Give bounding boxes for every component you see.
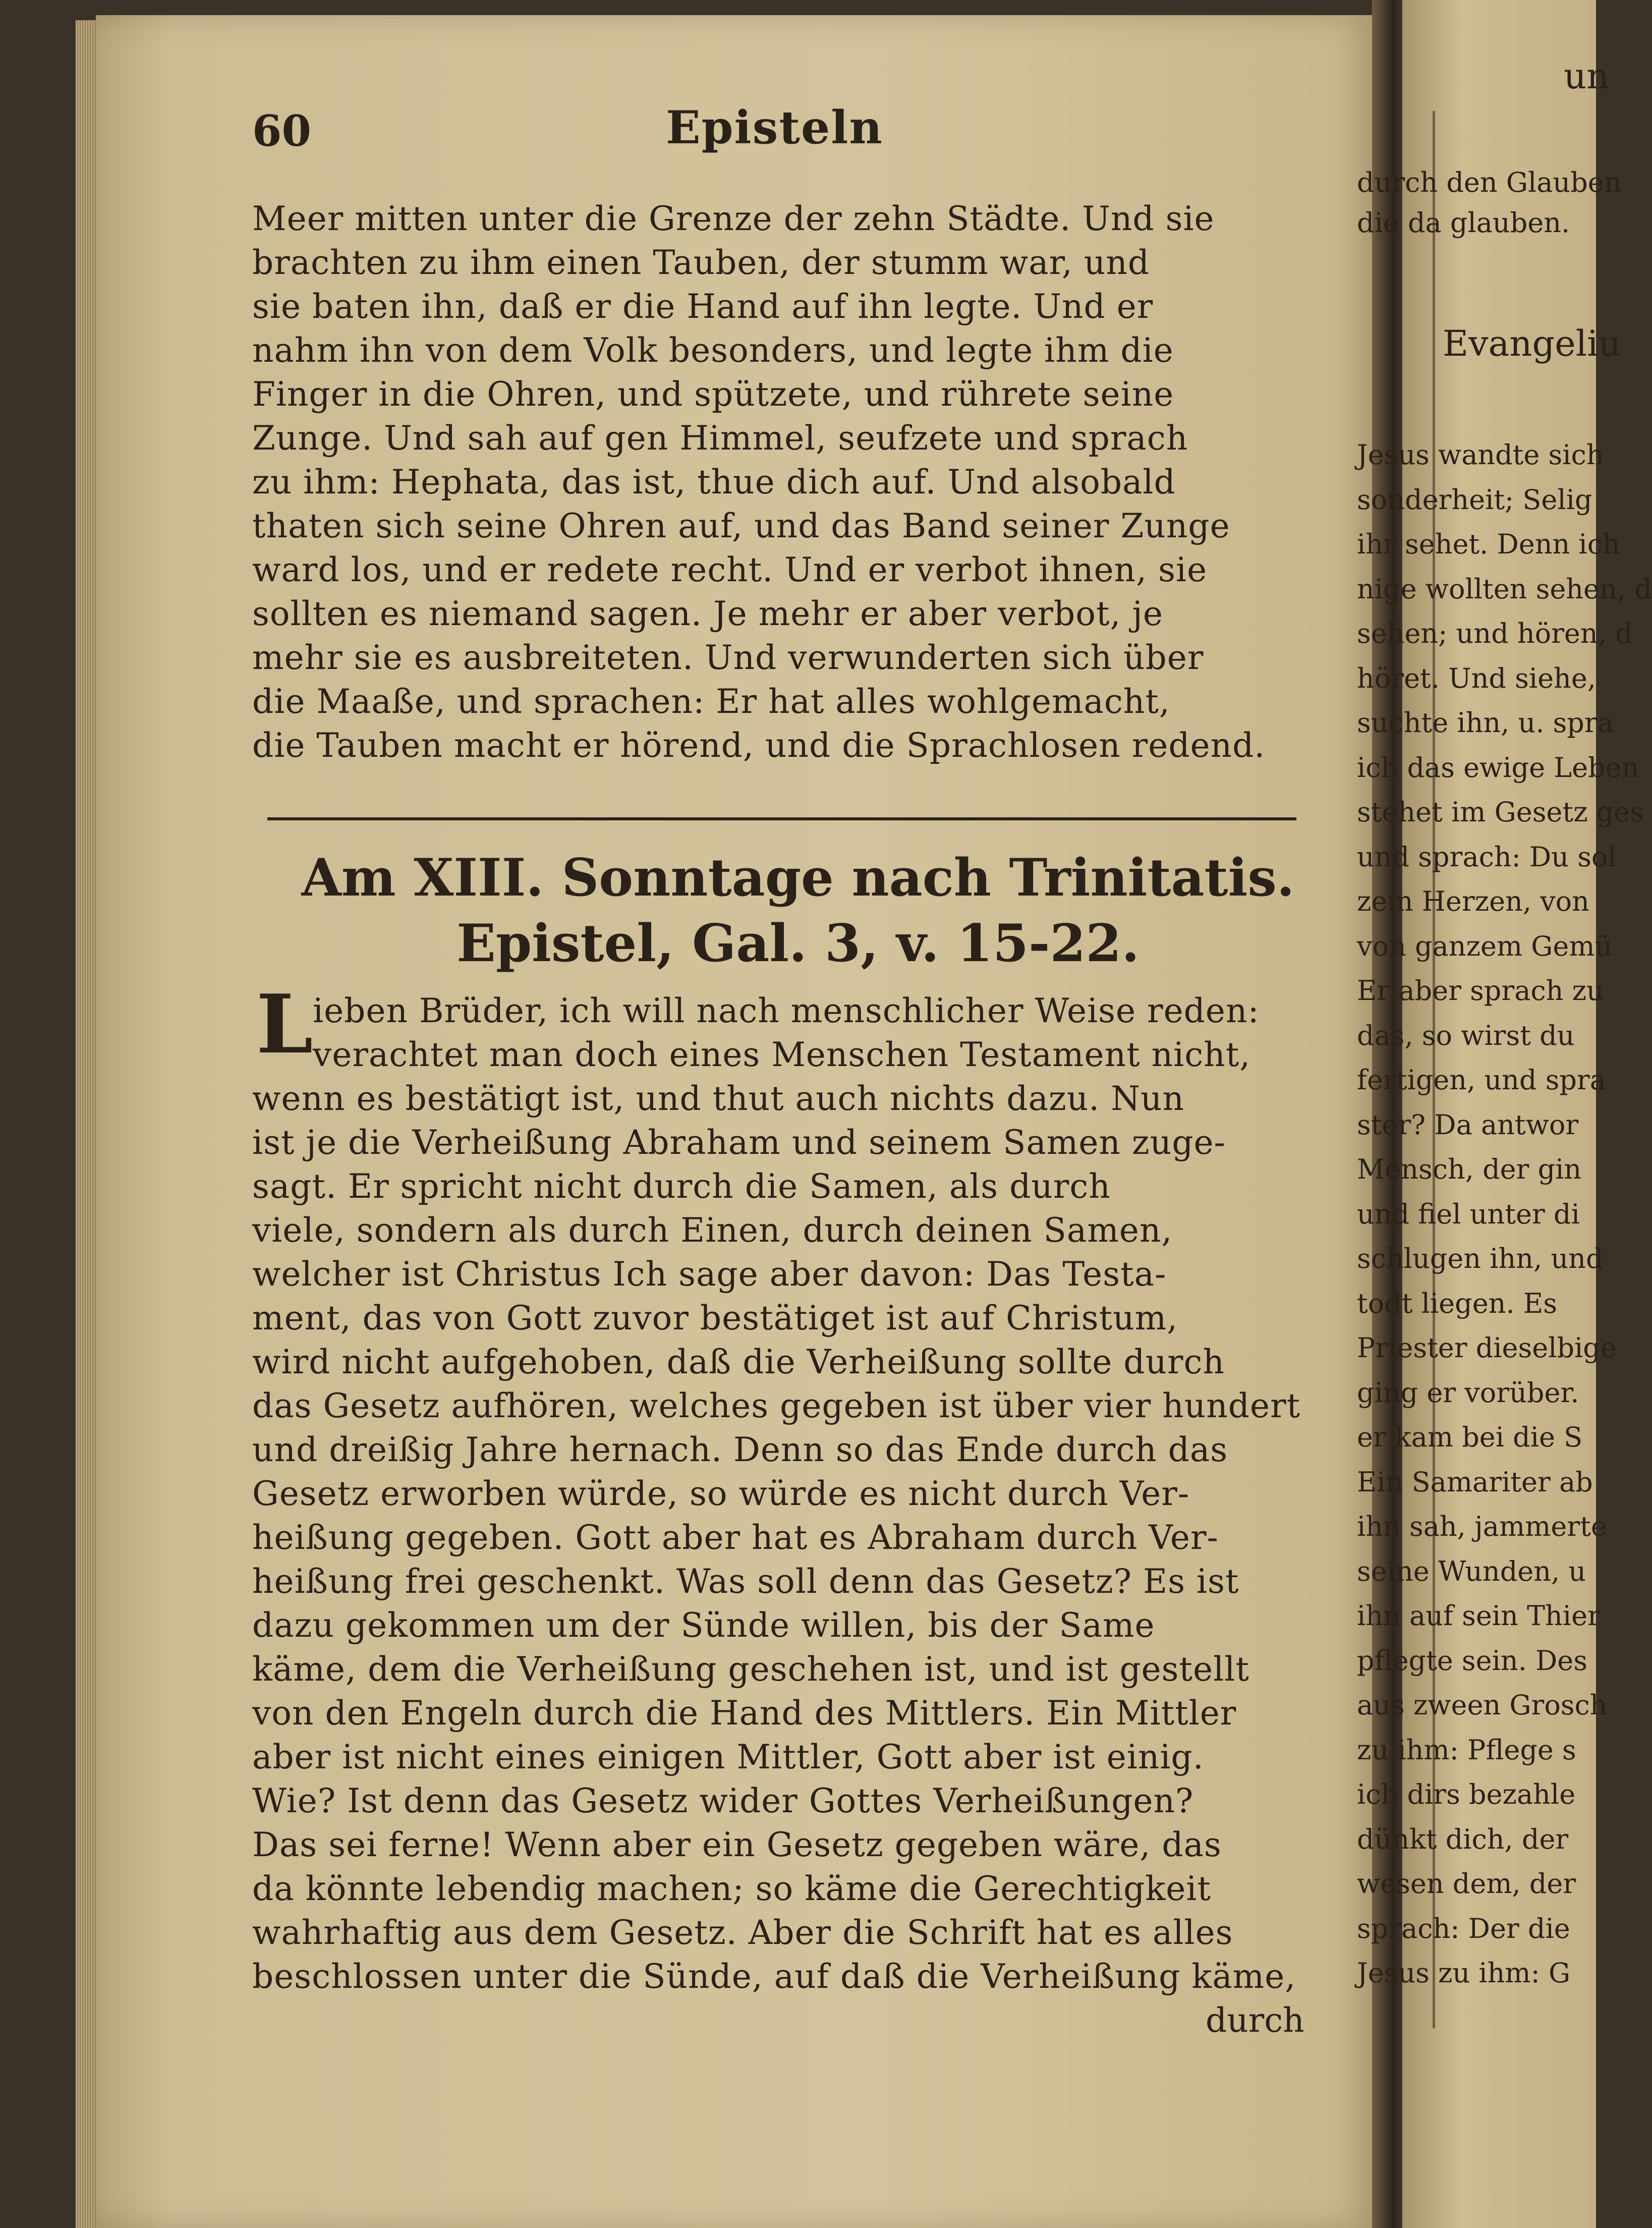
text-line: sollten es niemand sagen. Je mehr er aber verbot, je: [252, 594, 1163, 633]
text-line: zu ihm: Pflege s: [1357, 1734, 1576, 1766]
text-line: die Maaße, und sprachen: Er hat alles wohlgemacht,: [252, 682, 1170, 721]
section-divider: [267, 817, 1296, 820]
text-line: das Gesetz aufhören, welches gegeben ist über vier hundert: [252, 1386, 1301, 1425]
text-line: todt liegen. Es: [1357, 1287, 1557, 1319]
text-line: ihn auf sein Thier: [1357, 1600, 1601, 1632]
heading-fragment: Evangeliu: [1443, 323, 1621, 364]
running-head: Episteln: [666, 101, 883, 154]
text-line: ward los, und er redete recht. Und er verbot ihnen, sie: [252, 550, 1208, 589]
text-line: mehr sie es ausbreiteten. Und verwunderten sich über: [252, 638, 1204, 677]
section-subheading: Epistel, Gal. 3, v. 15-22.: [457, 913, 1140, 974]
text-line: pflegte sein. Des: [1357, 1644, 1587, 1677]
text-line: dazu gekommen um der Sünde willen, bis der Same: [252, 1606, 1155, 1645]
text-line: dünkt dich, der: [1357, 1823, 1569, 1855]
text-line: da könnte lebendig machen; so käme die Gerechtigkeit: [252, 1869, 1211, 1908]
text-line: ging er vorüber.: [1357, 1376, 1579, 1409]
text-line: heißung frei geschenkt. Was soll denn das Gesetz? Es ist: [252, 1562, 1239, 1601]
text-line: sie baten ihn, daß er die Hand auf ihn legte. Und er: [252, 287, 1154, 326]
section-heading: Am XIII. Sonntage nach Trinitatis.: [301, 848, 1295, 908]
text-line: das, so wirst du: [1357, 1019, 1575, 1051]
text-line: sprach: Der die: [1357, 1912, 1570, 1944]
text-line: ihn sah, jammerte: [1357, 1511, 1607, 1542]
text-line: Mensch, der gin: [1357, 1153, 1582, 1185]
text-line: ster? Da antwor: [1357, 1108, 1579, 1141]
text-line: schlugen ihn, und: [1357, 1243, 1604, 1274]
text-line: wird nicht aufgehoben, daß die Verheißung sollte durch: [252, 1343, 1225, 1381]
text-line: Wie? Ist denn das Gesetz wider Gottes Verheißungen?: [252, 1781, 1194, 1820]
text-line: thaten sich seine Ohren auf, und das Band seiner Zunge: [252, 507, 1230, 545]
text-line: brachten zu ihm einen Tauben, der stumm war, und: [252, 243, 1150, 282]
text-line: suchte ihn, u. spra: [1357, 707, 1614, 739]
text-line: sonderheit; Selig: [1357, 483, 1592, 516]
text-line: viele, sondern als durch Einen, durch deinen Samen,: [252, 1211, 1173, 1250]
text-line: aber ist nicht eines einigen Mittler, Gott aber ist einig.: [252, 1738, 1204, 1776]
text-line: Jesus wandte sich: [1357, 439, 1604, 471]
text-line: ihr sehet. Denn ich: [1357, 528, 1620, 560]
text-line: Das sei ferne! Wenn aber ein Gesetz gegeben wäre, das: [252, 1825, 1222, 1864]
text-line: Jesus zu ihm: G: [1357, 1957, 1571, 1989]
text-line: Finger in die Ohren, und spützete, und rührete seine: [252, 375, 1174, 414]
text-line: fertigen, und spra: [1357, 1064, 1606, 1096]
text-line: durch den Glauben: [1357, 166, 1622, 198]
text-line: ieben Brüder, ich will nach menschlicher Weise reden:: [313, 991, 1260, 1030]
text-line: seine Wunden, u: [1357, 1555, 1586, 1587]
running-head-fragment: un: [1564, 55, 1610, 97]
text-line: nige wollten sehen, d: [1357, 573, 1652, 605]
text-line: ich dirs bezahle: [1357, 1778, 1576, 1810]
text-line: er kam bei die S: [1357, 1421, 1583, 1453]
text-line: Meer mitten unter die Grenze der zehn Städte. Und sie: [252, 199, 1215, 238]
text-line: stehet im Gesetz ges: [1357, 796, 1644, 828]
text-line: von den Engeln durch die Hand des Mittlers. Ein Mittler: [252, 1694, 1237, 1733]
text-line: heißung gegeben. Gott aber hat es Abraham durch Ver-: [252, 1518, 1219, 1557]
text-line: die Tauben macht er hörend, und die Sprachlosen redend.: [252, 726, 1266, 765]
text-line: zu ihm: Hephata, das ist, thue dich auf. Und alsobald: [252, 463, 1176, 502]
text-line: Er aber sprach zu: [1357, 975, 1604, 1007]
page-number: 60: [252, 106, 311, 156]
text-line: Priester dieselbige: [1357, 1332, 1617, 1364]
text-line: verachtet man doch eines Menschen Testament nicht,: [313, 1035, 1251, 1074]
text-line: ist je die Verheißung Abraham und seinem Samen zuge-: [252, 1123, 1226, 1162]
text-line: welcher ist Christus Ich sage aber davon: Das Testa-: [252, 1255, 1167, 1294]
text-line: und fiel unter di: [1357, 1198, 1580, 1230]
text-line: und sprach: Du sol: [1357, 841, 1617, 873]
text-line: ich das ewige Leben: [1357, 751, 1639, 784]
text-line: höret. Und siehe,: [1357, 662, 1596, 694]
text-line: aus zween Grosch: [1357, 1689, 1608, 1721]
text-line: die da glauben.: [1357, 207, 1570, 239]
text-line: wenn es bestätigt ist, und thut auch nichts dazu. Nun: [252, 1079, 1184, 1118]
text-line: wesen dem, der: [1357, 1868, 1576, 1900]
text-line: Zunge. Und sah auf gen Himmel, seufzete und sprach: [252, 419, 1188, 458]
text-line: ment, das von Gott zuvor bestätiget ist auf Christum,: [252, 1299, 1178, 1338]
text-line: Gesetz erworben würde, so würde es nicht durch Ver-: [252, 1474, 1190, 1513]
page-header: [252, 101, 1306, 166]
text-line: Ein Samariter ab: [1357, 1466, 1593, 1498]
text-line: von ganzem Gemü: [1357, 930, 1613, 962]
catchword: durch: [1206, 2001, 1304, 2040]
text-line: nahm ihn von dem Volk besonders, und legte ihm die: [252, 331, 1174, 370]
text-line: sagt. Er spricht nicht durch die Samen, als durch: [252, 1167, 1111, 1206]
text-line: und dreißig Jahre hernach. Denn so das Ende durch das: [252, 1430, 1228, 1469]
text-line: sehen; und hören, d: [1357, 618, 1633, 649]
text-line: käme, dem die Verheißung geschehen ist, und ist gestellt: [252, 1650, 1249, 1689]
text-line: wahrhaftig aus dem Gesetz. Aber die Schrift hat es alles: [252, 1913, 1233, 1952]
drop-cap: L: [256, 977, 313, 1072]
text-line: zem Herzen, von: [1357, 885, 1589, 917]
text-line: beschlossen unter die Sünde, auf daß die Verheißung käme,: [252, 1957, 1296, 1996]
